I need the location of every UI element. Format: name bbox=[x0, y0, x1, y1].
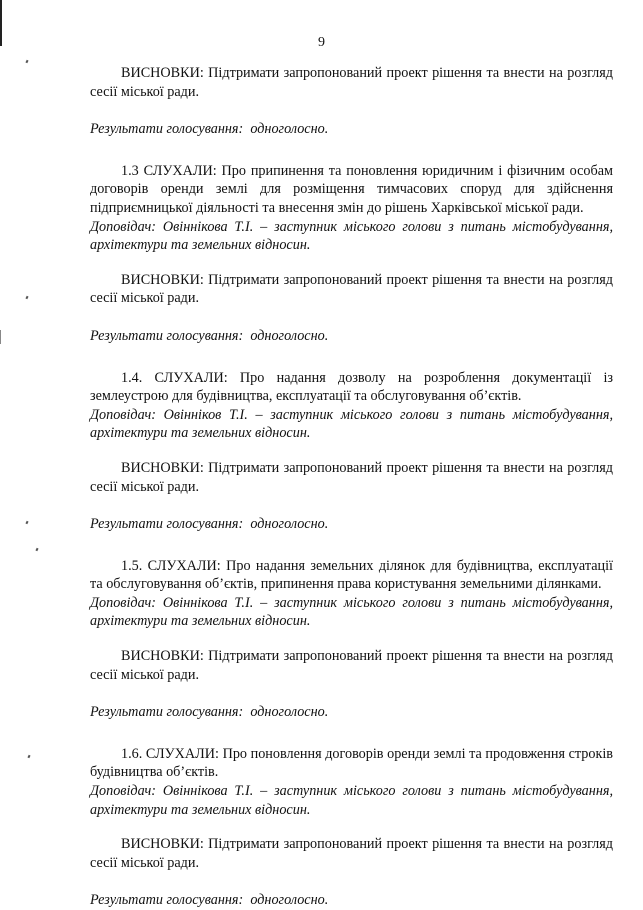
speaker-paragraph: Доповідач: Овінніков Т.І. – заступник міського голови з питань містобудування, архітектури та земельних відносин. bbox=[90, 406, 613, 442]
conclusion-paragraph: ВИСНОВКИ: Підтримати запропонований проект рішення та внести на розгляд сесії міської ради. bbox=[90, 271, 613, 307]
conclusion-paragraph: ВИСНОВКИ: Підтримати запропонований проект рішення та внести на розгляд сесії міської ради. bbox=[90, 648, 613, 683]
vote-label: Результати голосування: bbox=[90, 516, 244, 533]
vote-label: Результати голосування: bbox=[90, 327, 244, 344]
scan-speck bbox=[27, 755, 30, 759]
document-body bbox=[90, 64, 613, 910]
vote-result: одноголосно. bbox=[250, 892, 329, 909]
vote-label: Результати голосування: bbox=[90, 121, 244, 138]
vote-result: одноголосно. bbox=[250, 704, 329, 721]
conclusion-paragraph: ВИСНОВКИ: Підтримати запропонований проект рішення та внести на розгляд сесії міської ради. bbox=[90, 836, 613, 871]
vote-result-line bbox=[90, 891, 613, 910]
page-number: 9 bbox=[318, 35, 325, 50]
conclusion-paragraph: ВИСНОВКИ: Підтримати запропонований проект рішення та внести на розгляд сесії міської ради. bbox=[90, 459, 613, 495]
vote-result-line bbox=[90, 327, 613, 346]
scan-speck bbox=[25, 521, 28, 525]
vote-result: одноголосно. bbox=[250, 327, 329, 344]
vote-result-line bbox=[90, 703, 613, 722]
speaker-paragraph: Доповідач: Овіннікова Т.І. – заступник міського голови з питань містобудування, архітектури та земельних відносин. bbox=[90, 218, 613, 254]
vote-result: одноголосно. bbox=[250, 516, 329, 533]
heard-paragraph: 1.5. СЛУХАЛИ: Про надання земельних ділянок для будівництва, експлуатації та обслуговування об’єктів, припинення права користування земельними ділянками. bbox=[90, 557, 613, 593]
scan-edge-mark bbox=[0, 330, 1, 344]
conclusion-paragraph: ВИСНОВКИ: Підтримати запропонований проект рішення та внести на розгляд сесії міської ради. bbox=[90, 65, 613, 100]
speaker-paragraph: Доповідач: Овіннікова Т.І. – заступник міського голови з питань містобудування, архітектури та земельних відносин. bbox=[90, 783, 613, 818]
vote-result: одноголосно. bbox=[250, 121, 329, 138]
scan-speck bbox=[25, 60, 28, 64]
scan-speck bbox=[35, 548, 38, 552]
heard-paragraph: 1.3 СЛУХАЛИ: Про припинення та поновлення юридичним і фізичним особам договорів оренди землі для розміщення тимчасових споруд для здійснення підприємницької діяльності та внесення змін до рішень Харківської міської ради. bbox=[90, 162, 613, 216]
vote-label: Результати голосування: bbox=[90, 704, 244, 721]
heard-paragraph: 1.6. СЛУХАЛИ: Про поновлення договорів оренди землі та продовження строків будівництва об’єктів. bbox=[90, 745, 613, 781]
vote-result-line bbox=[90, 515, 613, 534]
heard-paragraph: 1.4. СЛУХАЛИ: Про надання дозволу на розроблення документації із землеустрою для будівництва, експлуатації та обслуговування об’єктів. bbox=[90, 369, 613, 405]
scan-speck bbox=[25, 296, 28, 300]
speaker-paragraph: Доповідач: Овіннікова Т.І. – заступник міського голови з питань містобудування, архітектури та земельних відносин. bbox=[90, 594, 613, 630]
vote-label: Результати голосування: bbox=[90, 892, 244, 909]
vote-result-line bbox=[90, 120, 613, 139]
